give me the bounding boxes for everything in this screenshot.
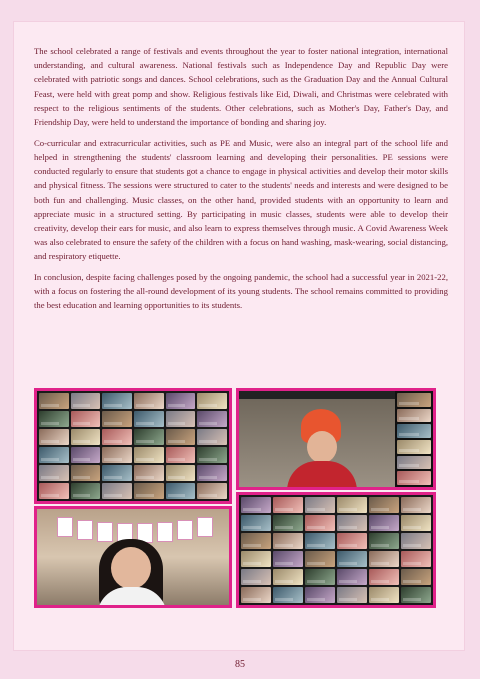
photo-video-call-grid-2	[236, 492, 436, 608]
paragraph-activities: Co-curricular and extracurricular activities, such as PE and Music, were also an integral part of the school life and helped in strengthening the students' classroom learning and developing their personalities. PE sessions were conducted regularly to ensure that students got a chance to engage in physical activities and develop their motor skills and physical fitness. The sessions were structured to cater to the students' needs and interests and were designed to be both fun and challenging. Music classes, on the other hand, provided students with an opportunity to learn and appreciate music in a structured setting. By participating in music classes, students were able to develop their creativity, develop their ears for music, and also learn to express themselves through music. A Covid Awareness Week was also celebrated to ensure the safety of the children with a focus on hand washing, mask-wearing, social distancing, and respiratory etiquette.	[34, 137, 448, 262]
page-number: 85	[235, 659, 245, 670]
paragraph-festivals: The school celebrated a range of festivals and events throughout the year to foster national integration, international understanding, and cultural awareness. National festivals such as Independence Day and Republic Day were celebrated with patriotic songs and dances. School celebrations, such as the Graduation Day and the Annual Cultural Feast, were held with great pomp and show. Religious festivals like Eid, Diwali, and Christmas were celebrated with respect to the religious sentiments of the students. Other celebrations, such as Mother's Day, Father's Day, and Friendship Day, were held to understand the importance of bonding and sharing joy.	[34, 46, 448, 128]
body-text	[34, 44, 448, 319]
photo-video-call-grid-1	[34, 388, 232, 504]
photo-girl-birthday-banner	[34, 506, 232, 608]
paragraph-conclusion: In conclusion, despite facing challenges posed by the ongoing pandemic, the school had a successful year in 2021-22, with a focus on fostering the all-round development of its young students. The school remains committed to providing the best education and learning opportunities to its students.	[34, 272, 448, 311]
photo-costumed-teacher	[236, 388, 436, 490]
